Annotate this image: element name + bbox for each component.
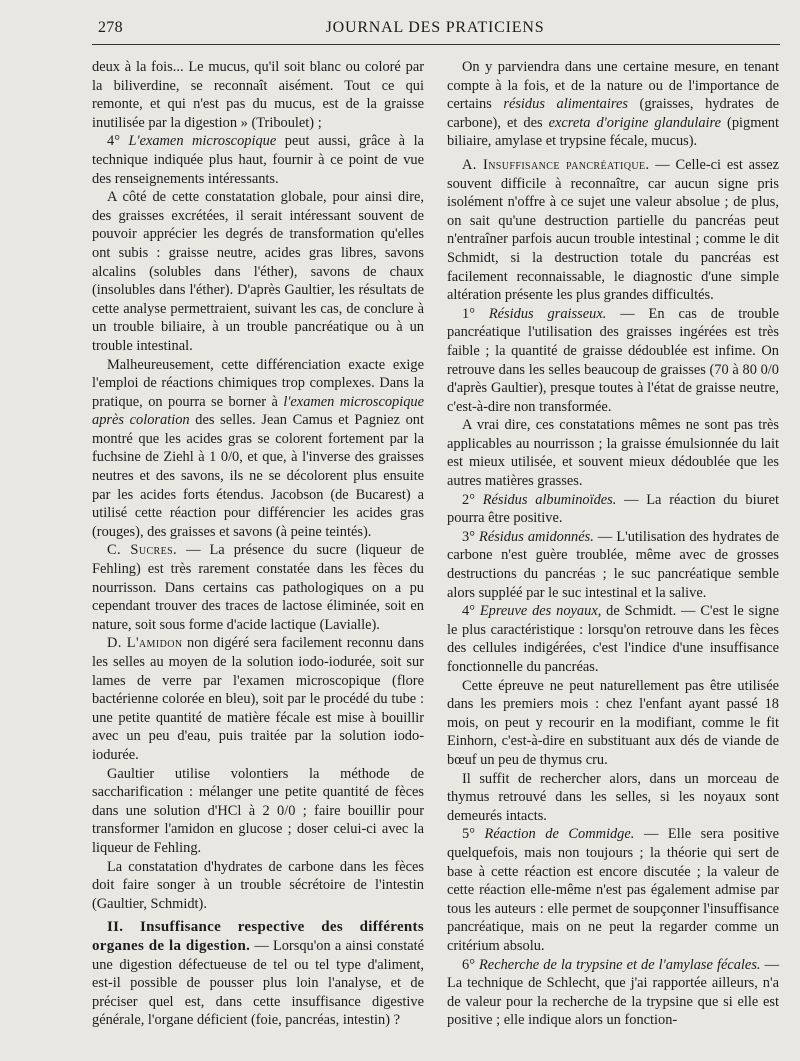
paragraph [447, 491, 779, 528]
paragraph-text: — La technique de Schlecht, que j'ai rapportée ailleurs, n'a de valeur pour la recherche de la trypsine que si elle est positive ; elle indique alors un fonction- [447, 956, 779, 1029]
paragraph-text: des selles. Jean Camus et Pagniez ont montré que les acides gras se colorent fortement par la fuchsine de Ziehl à 1 0/0, et que, à l'inverse des graisses neutres et des savons, ils ne se décolorent plus ensuite par les acides forts étendus. Jacobson (de Bucarest) a utilisé cette réaction pour différencier les acides gras (rouges), des graisses et savons (à peine teintés). [92, 412, 424, 540]
paragraph-text: — La réaction du biuret pourra être positive. [447, 491, 779, 527]
paragraph-text: — Lorsqu'on a ainsi constaté une digestion défectueuse de tel ou tel type d'aliment, est-il possible de pousser plus loin l'analyse, et de préciser quel est, dans cette insuffisance digestive générale, l'organe déficient (foie, pancréas, intestin) ? [92, 937, 424, 1029]
item-number: 5° [462, 826, 475, 843]
italic-term: l'examen microscopique après coloration [92, 393, 425, 429]
running-title: JOURNAL DES PRATICIENS [325, 19, 545, 36]
paragraph: Cette épreuve ne peut naturellement pas être utilisée dans les premiers mois : chez l'enfant ayant passé 18 mois, on peut y recourir en la modifiant, comme le fit Einhorn, c'est-à-dire en substituant aux dés de viande de bœuf un peu de thymus cru. [447, 677, 779, 768]
item-number: 4° [107, 133, 120, 150]
paragraph-text: — Celle-ci est assez souvent difficile à reconnaître, car aucun signe pris isolément n'offre à ce sujet une valeur absolue ; de plus, on sait qu'une destruction partielle du pancréas peut n'entraîner parfois aucun trouble intestinal ; comme le dit Schmidt, si la destruction totale du pancréas est facilement reconnaissable, le diagnostic d'une simple altération présente les plus grandes difficultés. [447, 156, 779, 304]
header-rule [92, 44, 780, 45]
paragraph-text: On y parviendra dans une certaine mesure, en tenant compte à la fois, et de la nature ou de l'importance de certains [447, 59, 779, 113]
paragraph [447, 156, 779, 305]
page-header [90, 19, 780, 41]
paragraph-text: (graisses, hydrates de carbone), et des [447, 96, 780, 131]
paragraph: Il suffit de rechercher alors, dans un morceau de thymus retrouvé dans les selles, si les noyaux sont demeurés intacts. [447, 770, 779, 824]
paragraph [447, 528, 779, 602]
italic-term: Epreuve des noyaux, [479, 603, 602, 620]
italic-term: résidus alimentaires [503, 96, 628, 113]
paragraph-text: — En cas de trouble pancréatique l'utilisation des graisses ingérées est très faible ; la quantité de graisse dédoublée est infime. On retrouve dans les selles beaucoup de graisses (70 à 80 0/0 d'après Gaultier), presque toutes à l'état de graisse neutre, c'est-à-dire non transformée. [447, 305, 779, 415]
paragraph-text: peut aussi, grâce à la technique indiquée plus haut, fournir à ce point de vue des renseignements intéressants. [92, 133, 424, 187]
paragraph [92, 132, 424, 188]
section-label: C. Sucres. [107, 542, 178, 559]
paragraph [92, 356, 424, 542]
paragraph [447, 58, 779, 151]
paragraph: A vrai dire, ces constatations mêmes ne sont pas très applicables au nourrisson ; la graisse émulsionnée du lait est mieux utilisée, et souvent mieux dédoublée que les autres matières grasses. [447, 417, 779, 490]
paragraph: La constatation d'hydrates de carbone dans les fèces doit faire songer à un trouble sécrétoire de l'intestin (Gaultier, Schmidt). [92, 858, 424, 912]
paragraph-text: de Schmidt. — C'est le signe le plus caractéristique : lorsqu'on retrouve dans les fèces des cellules indigérées, c'est l'indice d'une insuffisance fonctionnelle du pancréas. [447, 603, 779, 675]
section-label: A. Insuffisance pancréatique. [462, 156, 650, 173]
italic-term: Réaction de Commidge. [484, 826, 635, 843]
paragraph-text: — La présence du sucre (liqueur de Fehling) est très rarement constatée dans les fèces du nourrisson. Dans certains cas pathologiques on a pu cependant trouver des traces de lactose éliminée, soit en nature, soit sous forme d'acide lactique (Lavialle). [92, 542, 424, 633]
paragraph: A côté de cette constatation globale, pour ainsi dire, des graisses excrétées, il serait intéressant souvent de pouvoir apprécier les degrés de transformation qu'elles ont subis : graisse neutre, acides gras libres, savons alcalins (solubles dans l'éther), savons de chaux (insolubles dans l'éther). D'après Gaultier, les résultats de cette analyse permettraient, suivant les cas, de conclure à un trouble biliaire, à un trouble pancréatique ou à un trouble intestinal. [92, 189, 424, 354]
paragraph: deux à la fois... Le mucus, qu'il soit blanc ou coloré par la biliverdine, se reconnaît aisément. Tout ce qui remonte, et qui n'est pas du mucus, est de la graisse inutilisée par la digestion » (Triboulet) ; [92, 59, 424, 131]
paragraph-text: — L'utilisation des hydrates de carbone n'est guère troublée, même avec de grosses destructions du pancréas ; le suc pancréatique semble alors suppléé par le suc intestinal et la salive. [447, 528, 780, 601]
page-number: 278 [98, 19, 123, 36]
italic-term: L'examen microscopique [128, 133, 277, 150]
italic-term: excreta d'origine glandulaire [548, 114, 721, 131]
item-number: 3° [462, 528, 475, 545]
paragraph-text: non digéré sera facilement reconnu dans les selles au moyen de la solution iodo-iodurée, soit sur lames de verre par l'examen microscopique (flore bactérienne colorée en bleu), soit par le procédé du tube : une petite quantité de matière fécale est mise à bouillir avec un peu d'eau, puis traitée par la solution iodo-iodurée. [92, 635, 424, 763]
italic-term: Recherche de la trypsine et de l'amylase fécales. [479, 956, 761, 973]
paragraph-text: Malheureusement, cette différenciation exacte exige l'emploi de réactions chimiques trop complexes. Dans la pratique, on pourra se borner à [92, 356, 424, 410]
paragraph [92, 918, 424, 1030]
paragraph [447, 305, 779, 417]
section-label: D. L'amidon [107, 635, 183, 652]
italic-term: Résidus albuminoïdes. [482, 491, 617, 508]
paragraph [447, 602, 779, 676]
paragraph [447, 956, 779, 1030]
item-number: 6° [462, 956, 475, 973]
item-number: 1° [462, 305, 475, 322]
right-column [447, 58, 779, 1030]
paragraph [92, 634, 424, 764]
paragraph-text: — Elle sera positive quelquefois, mais non toujours ; la théorie qui sert de base à cette réaction est encore discutée ; la valeur de cette réaction elle-même n'est pas également admise par tous les auteurs : elle permet de soupçonner l'insuffisance pancréatique, mais on ne peut la regarder comme un critérium absolu. [447, 826, 779, 954]
section-heading: II. Insuffisance respective des différents organes de la digestion. [92, 919, 424, 954]
item-number: 4° [462, 603, 475, 620]
italic-term: Résidus amidonnés. [479, 528, 594, 545]
paragraph: Gaultier utilise volontiers la méthode de saccharification : mélanger une petite quantité de fèces dans une solution d'HCl à 2 0/0 ; faire bouillir pour transformer l'amidon en glucose ; doser celui-ci avec la liqueur de Fehling. [92, 765, 424, 856]
left-column [92, 58, 424, 1030]
paragraph [92, 541, 424, 634]
item-number: 2° [462, 491, 475, 508]
paragraph-text: (pigment biliaire, amylase et trypsine fécale, mucus). [447, 114, 779, 150]
italic-term: Résidus graisseux. [488, 305, 607, 322]
paragraph [447, 825, 779, 955]
